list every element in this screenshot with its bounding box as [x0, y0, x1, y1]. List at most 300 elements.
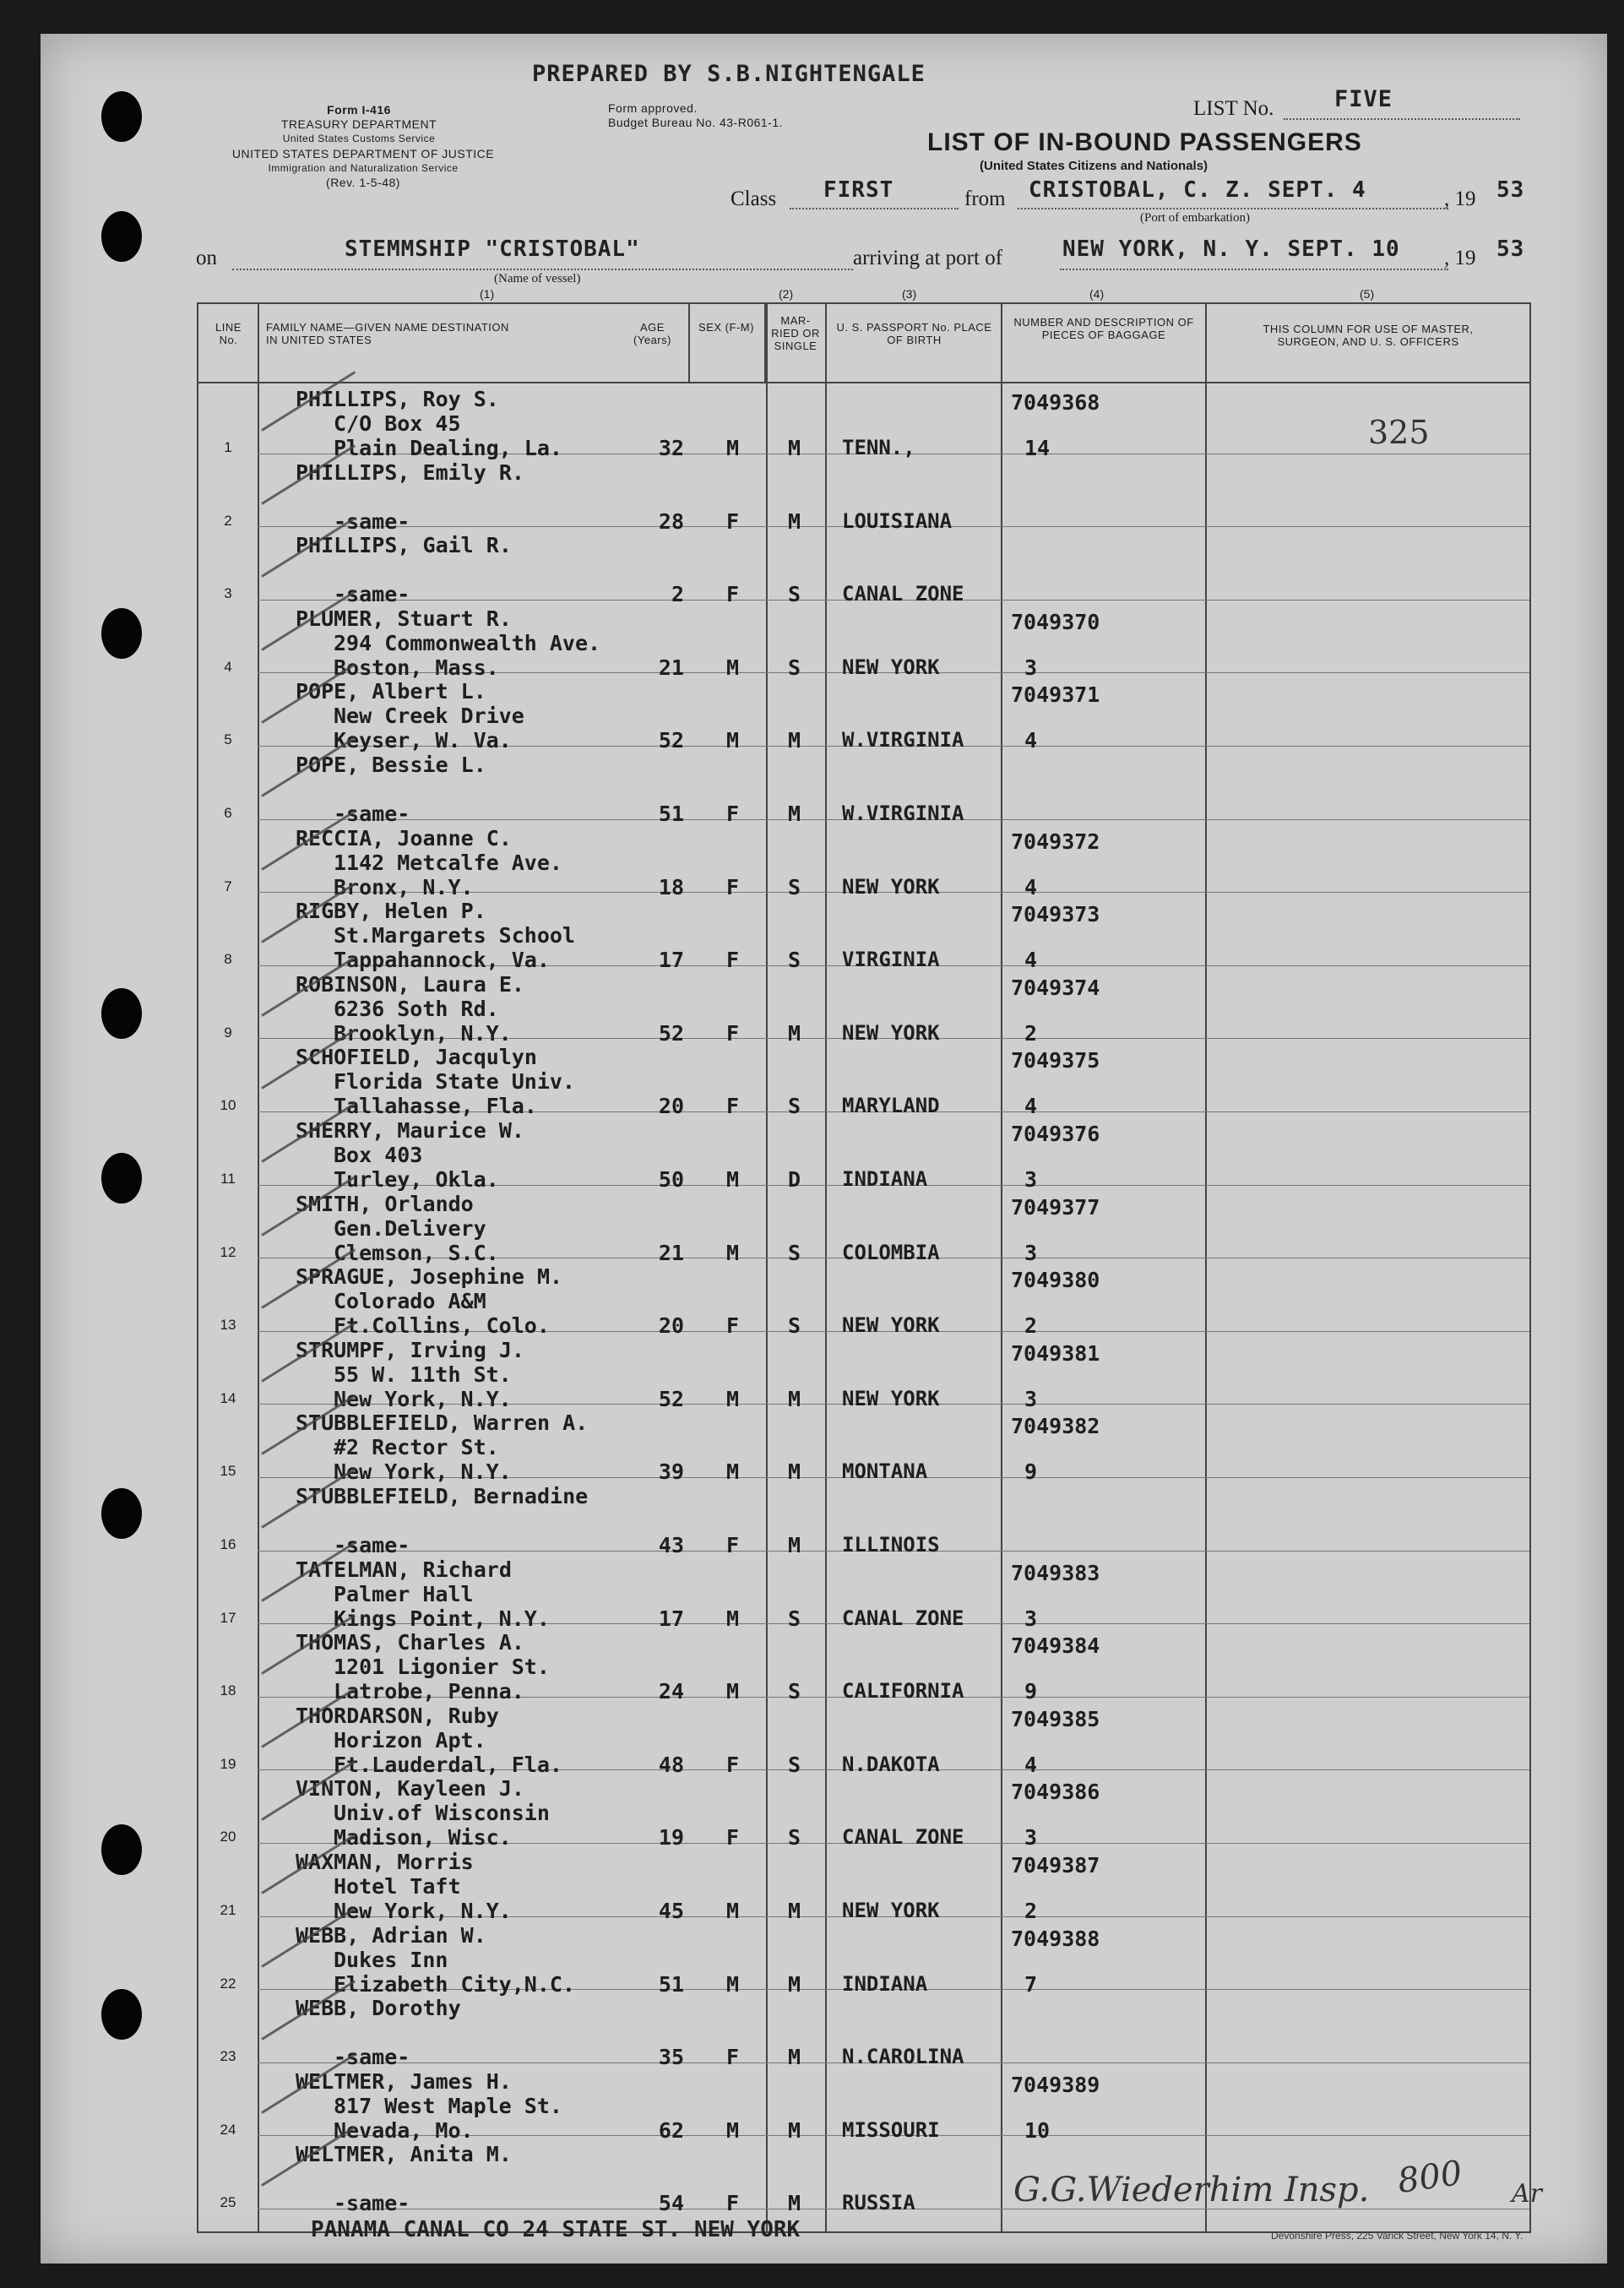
list-no-value: FIVE: [1334, 86, 1393, 112]
address-line-2: -same-: [334, 508, 410, 534]
arrival-year: 53: [1496, 236, 1525, 262]
passenger-table: [197, 302, 1531, 2233]
marital-status: M: [788, 436, 801, 460]
address-line-1: Florida State Univ.: [334, 1069, 575, 1095]
address-line-1: Horizon Apt.: [334, 1727, 486, 1753]
birthplace: N.CAROLINA: [842, 2045, 964, 2069]
address-line-1: 1201 Ligonier St.: [334, 1655, 550, 1680]
justice-department: UNITED STATES DEPARTMENT OF JUSTICE: [231, 147, 495, 160]
address-line-2: Elizabeth City,N.C.: [334, 1971, 575, 1997]
col-divider: [766, 304, 768, 2231]
list-no-label: LIST No.: [1193, 97, 1274, 120]
marital-status: S: [788, 1094, 801, 1119]
prepared-by: PREPARED BY S.B.NIGHTENGALE: [532, 61, 926, 87]
passenger-name: STUBBLEFIELD, Warren A.: [296, 1410, 589, 1436]
punch-hole: [101, 1153, 142, 1204]
form-approved: Form approved.: [608, 101, 698, 115]
header-rule: [198, 382, 1529, 383]
address-line-1: 294 Commonwealth Ave.: [334, 630, 601, 655]
header-officers: THIS COLUMN FOR USE OF MASTER, SURGEON, AND U. S. OFFICERS: [1263, 323, 1474, 348]
baggage-count: 4: [1024, 1094, 1038, 1119]
form-title: LIST OF IN-BOUND PASSENGERS: [927, 128, 1362, 156]
line-number: 10: [220, 1097, 236, 1114]
marital-status: M: [788, 508, 801, 534]
address-line-2: Turley, Okla.: [334, 1167, 499, 1192]
birthplace: VIRGINIA: [842, 948, 940, 972]
age: 21: [658, 1240, 684, 1265]
birthplace: MARYLAND: [842, 1094, 940, 1118]
inspector-signature: G.G.Wiederhim Insp.: [1013, 2171, 1370, 2209]
baggage-count: 4: [1024, 1752, 1038, 1777]
punch-hole: [101, 1488, 142, 1539]
passport-number: 7049386: [1011, 1780, 1100, 1805]
sex: F: [726, 874, 740, 899]
sex: M: [726, 1899, 740, 1923]
birthplace: CANAL ZONE: [842, 1606, 964, 1630]
line-number: 1: [224, 439, 232, 455]
address-line-2: Plain Dealing, La.: [334, 436, 562, 460]
arrival-line: [1060, 269, 1448, 270]
birthplace: ILLINOIS: [842, 1533, 940, 1557]
age: 2: [671, 582, 684, 607]
sex: M: [726, 728, 740, 753]
arriving-label: arriving at port of: [853, 247, 1003, 269]
sex: F: [726, 1533, 740, 1557]
sex: M: [726, 2117, 740, 2143]
age: 43: [658, 1533, 684, 1557]
age: 51: [658, 802, 684, 826]
age: 28: [658, 508, 684, 534]
baggage-count: 4: [1024, 948, 1038, 973]
class-value: FIRST: [823, 177, 894, 203]
age: 52: [658, 1386, 684, 1411]
passenger-name: ROBINSON, Laura E.: [296, 971, 524, 997]
marital-status: S: [788, 1679, 801, 1704]
from-value: CRISTOBAL, C. Z. SEPT. 4: [1029, 177, 1366, 203]
sex: M: [726, 1167, 740, 1192]
address-line-2: Bronx, N.Y.: [334, 874, 474, 899]
baggage-count: 3: [1024, 1167, 1038, 1192]
line-number: 24: [220, 2121, 236, 2138]
age: 20: [658, 1094, 684, 1119]
sex: F: [726, 1020, 740, 1046]
passenger-name: STRUMPF, Irving J.: [296, 1337, 524, 1362]
passport-number: 7049383: [1011, 1560, 1100, 1585]
address-line-1: Colorado A&M: [334, 1289, 486, 1314]
sex: M: [726, 436, 740, 460]
class-line: [790, 208, 959, 209]
justice-block: [152, 147, 574, 190]
birthplace: INDIANA: [842, 1971, 928, 1996]
line-number: 23: [220, 2048, 236, 2065]
officer-mark: 325: [1368, 414, 1430, 451]
from-line: [1018, 208, 1448, 209]
printer-imprint: Devonshire Press, 225 Varick Street, New York 14, N. Y.: [1271, 2230, 1524, 2242]
marital-status: S: [788, 1752, 801, 1777]
marital-status: M: [788, 2191, 801, 2216]
sex: F: [726, 1313, 740, 1339]
passport-number: 7049377: [1011, 1194, 1100, 1220]
sex: M: [726, 655, 740, 680]
marital-status: M: [788, 2117, 801, 2143]
passenger-name: RIGBY, Helen P.: [296, 899, 486, 924]
handwritten-number: 800: [1395, 2153, 1465, 2202]
header-name: FAMILY NAME—GIVEN NAME DESTINATION IN UNITED STATES: [266, 321, 509, 346]
age: 32: [658, 436, 684, 460]
sex: M: [726, 1386, 740, 1411]
passenger-name: PLUMER, Stuart R.: [296, 606, 512, 631]
age: 19: [658, 1825, 684, 1851]
age: 39: [658, 1459, 684, 1485]
passenger-name: SHERRY, Maurice W.: [296, 1118, 524, 1143]
passport-number: 7049372: [1011, 829, 1100, 854]
address-line-2: Brooklyn, N.Y.: [334, 1020, 512, 1046]
age: 20: [658, 1313, 684, 1339]
marital-status: S: [788, 1606, 801, 1631]
sex: M: [726, 1459, 740, 1485]
marital-status: S: [788, 948, 801, 973]
passport-number: 7049387: [1011, 1853, 1100, 1878]
from-year-prefix: , 19: [1444, 187, 1476, 210]
age: 17: [658, 1606, 684, 1631]
header-sex: SEX (F-M): [698, 321, 754, 334]
baggage-count: 3: [1024, 1240, 1038, 1265]
col-number-3: (3): [902, 287, 917, 301]
passport-number: 7049371: [1011, 682, 1100, 708]
marital-status: S: [788, 874, 801, 899]
baggage-count: 10: [1024, 2117, 1051, 2143]
age: 51: [658, 1971, 684, 1997]
address-line-1: C/O Box 45: [334, 411, 461, 436]
sex: F: [726, 1825, 740, 1851]
address-line-1: St.Margarets School: [334, 923, 575, 948]
birthplace: MONTANA: [842, 1459, 928, 1484]
birthplace: CANAL ZONE: [842, 1825, 964, 1850]
form-number: Form I-416: [327, 103, 391, 117]
address-line-2: -same-: [334, 2191, 410, 2216]
passport-number: 7049388: [1011, 1926, 1100, 1951]
age: 52: [658, 1020, 684, 1046]
address-line-2: Nevada, Mo.: [334, 2117, 474, 2143]
col-number-2: (2): [779, 287, 794, 301]
line-number: 8: [224, 951, 232, 968]
address-line-1: Palmer Hall: [334, 1581, 474, 1606]
passenger-name: POPE, Bessie L.: [296, 753, 486, 777]
address-line-2: Ft.Lauderdal, Fla.: [334, 1752, 562, 1777]
age: 21: [658, 655, 684, 680]
address-line-2: Tappahannock, Va.: [334, 948, 550, 973]
form-subtitle: (United States Citizens and Nationals): [980, 159, 1208, 173]
marital-status: M: [788, 1386, 801, 1411]
address-line-2: Tallahasse, Fla.: [334, 1094, 537, 1119]
sex: F: [726, 508, 740, 534]
address-line-2: Latrobe, Penna.: [334, 1679, 524, 1704]
col-divider: [688, 304, 690, 382]
age: 24: [658, 1679, 684, 1704]
birthplace: NEW YORK: [842, 1386, 940, 1410]
sex: M: [726, 1240, 740, 1265]
baggage-count: 9: [1024, 1679, 1038, 1704]
birthplace: INDIANA: [842, 1167, 928, 1191]
sex: F: [726, 1094, 740, 1119]
sex: F: [726, 582, 740, 607]
baggage-count: 3: [1024, 1386, 1038, 1411]
passenger-name: PHILLIPS, Gail R.: [296, 533, 512, 558]
line-number: 13: [220, 1317, 236, 1334]
address-line-2: -same-: [334, 2045, 410, 2070]
passport-number: 7049389: [1011, 2072, 1100, 2097]
marital-status: M: [788, 1533, 801, 1557]
budget-bureau: Budget Bureau No. 43-R061-1.: [608, 116, 784, 129]
sex: F: [726, 2191, 740, 2216]
header-passport: U. S. PASSPORT No. PLACE OF BIRTH: [836, 321, 992, 346]
address-line-1: 55 W. 11th St.: [334, 1361, 512, 1387]
marital-status: S: [788, 1825, 801, 1851]
age: 17: [658, 948, 684, 973]
sex: M: [726, 1679, 740, 1704]
passenger-name: WELTMER, James H.: [296, 2068, 512, 2094]
marital-status: S: [788, 1240, 801, 1265]
passenger-name: VINTON, Kayleen J.: [296, 1776, 524, 1802]
age: 54: [658, 2191, 684, 2216]
baggage-count: 2: [1024, 1899, 1038, 1923]
birthplace: W.VIRGINIA: [842, 802, 964, 825]
treasury-department: TREASURY DEPARTMENT: [280, 117, 437, 131]
sex: F: [726, 2045, 740, 2070]
birthplace: NEW YORK: [842, 1899, 940, 1922]
baggage-count: 4: [1024, 874, 1038, 899]
baggage-count: 3: [1024, 1606, 1038, 1631]
immigration-service: Immigration and Naturalization Service: [268, 162, 459, 174]
marital-status: M: [788, 1020, 801, 1046]
footer-typed: PANAMA CANAL CO 24 STATE ST. NEW YORK: [311, 2217, 801, 2242]
passenger-name: WEBB, Dorothy: [296, 1996, 461, 2021]
age: 48: [658, 1752, 684, 1777]
age: 62: [658, 2117, 684, 2143]
line-number: 22: [220, 1975, 236, 1992]
line-number: 21: [220, 1902, 236, 1918]
age: 35: [658, 2045, 684, 2070]
col-divider: [825, 304, 827, 2231]
marital-status: S: [788, 655, 801, 680]
col-number-4: (4): [1089, 287, 1105, 301]
line-number: 14: [220, 1389, 236, 1406]
baggage-count: 4: [1024, 728, 1038, 753]
punch-hole: [101, 211, 142, 262]
header-age: AGE (Years): [633, 321, 671, 346]
marital-status: M: [788, 802, 801, 826]
baggage-count: 2: [1024, 1020, 1038, 1046]
address-line-2: Clemson, S.C.: [334, 1240, 499, 1265]
col-divider: [258, 304, 259, 2231]
passport-number: 7049373: [1011, 902, 1100, 927]
marital-status: M: [788, 1971, 801, 1997]
address-line-1: Dukes Inn: [334, 1947, 448, 1972]
birthplace: NEW YORK: [842, 1020, 940, 1045]
passenger-name: SMITH, Orlando: [296, 1191, 474, 1216]
line-number: 7: [224, 878, 232, 894]
birthplace: TENN.,: [842, 436, 915, 459]
passport-number: 7049370: [1011, 609, 1100, 634]
birthplace: NEW YORK: [842, 655, 940, 679]
col-divider: [1001, 304, 1002, 2231]
passenger-name: RECCIA, Joanne C.: [296, 825, 512, 851]
punch-hole: [101, 988, 142, 1039]
passport-number: 7049382: [1011, 1414, 1100, 1439]
sex: M: [726, 1971, 740, 1997]
from-label: from: [964, 187, 1006, 210]
birthplace: COLOMBIA: [842, 1240, 940, 1264]
vessel-line: [232, 269, 853, 270]
baggage-count: 9: [1024, 1459, 1038, 1485]
class-label: Class: [731, 187, 777, 210]
sex: F: [726, 802, 740, 826]
marital-status: M: [788, 1459, 801, 1485]
passenger-name: THORDARSON, Ruby: [296, 1703, 499, 1728]
address-line-2: Boston, Mass.: [334, 655, 499, 680]
birthplace: NEW YORK: [842, 1313, 940, 1338]
punch-hole: [101, 1989, 142, 2040]
vessel-name: STEMMSHIP "CRISTOBAL": [345, 236, 640, 262]
birthplace: RUSSIA: [842, 2191, 915, 2215]
punch-hole: [101, 1824, 142, 1875]
baggage-count: 7: [1024, 1971, 1038, 1997]
address-line-2: -same-: [334, 582, 410, 607]
address-line-1: Univ.of Wisconsin: [334, 1801, 550, 1826]
line-number: 6: [224, 805, 232, 821]
address-line-1: #2 Rector St.: [334, 1435, 499, 1460]
baggage-count: 3: [1024, 1825, 1038, 1851]
sex: F: [726, 948, 740, 973]
header-married: MAR-RIED OR SINGLE: [771, 314, 820, 352]
address-line-1: Gen.Delivery: [334, 1215, 486, 1241]
baggage-count: 14: [1024, 436, 1051, 460]
line-number: 15: [220, 1463, 236, 1480]
line-number: 25: [220, 2194, 236, 2211]
header-baggage: NUMBER AND DESCRIPTION OF PIECES OF BAGGAGE: [1013, 316, 1194, 341]
punch-hole: [101, 608, 142, 659]
marital-status: M: [788, 1899, 801, 1923]
marital-status: M: [788, 728, 801, 753]
birthplace: W.VIRGINIA: [842, 728, 964, 753]
address-line-2: Ft.Collins, Colo.: [334, 1313, 550, 1339]
address-line-2: New York, N.Y.: [334, 1459, 512, 1485]
address-line-1: 6236 Soth Rd.: [334, 996, 499, 1021]
sex: F: [726, 1752, 740, 1777]
form-id: [211, 103, 507, 146]
address-line-2: Keyser, W. Va.: [334, 728, 512, 753]
passenger-name: WELTMER, Anita M.: [296, 2142, 512, 2167]
marital-status: M: [788, 2045, 801, 2070]
address-line-2: -same-: [334, 802, 410, 826]
passenger-name: WEBB, Adrian W.: [296, 1922, 486, 1948]
birthplace: NEW YORK: [842, 874, 940, 899]
passport-number: 7049385: [1011, 1706, 1100, 1731]
birthplace: LOUISIANA: [842, 508, 953, 533]
from-year: 53: [1496, 177, 1525, 203]
age: 18: [658, 874, 684, 899]
address-line-1: 817 West Maple St.: [334, 2093, 562, 2118]
customs-service: United States Customs Service: [282, 133, 436, 144]
arrival-year-prefix: , 19: [1444, 247, 1476, 269]
address-line-2: Madison, Wisc.: [334, 1825, 512, 1851]
line-number: 5: [224, 731, 232, 748]
address-line-2: Kings Point, N.Y.: [334, 1606, 550, 1631]
passenger-name: TATELMAN, Richard: [296, 1557, 512, 1582]
sex: M: [726, 1606, 740, 1631]
passport-number: 7049374: [1011, 975, 1100, 1000]
address-line-1: New Creek Drive: [334, 704, 524, 729]
birthplace: MISSOURI: [842, 2117, 940, 2142]
punch-hole: [101, 91, 142, 142]
address-line-1: Hotel Taft: [334, 1874, 461, 1899]
address-line-2: New York, N.Y.: [334, 1386, 512, 1411]
line-number: 9: [224, 1024, 232, 1041]
baggage-count: 2: [1024, 1313, 1038, 1339]
header-line-no: LINE No.: [215, 321, 242, 346]
approval-block: [608, 101, 783, 130]
list-no-line: [1284, 118, 1520, 120]
passport-number: 7049380: [1011, 1268, 1100, 1293]
line-number: 4: [224, 658, 232, 675]
line-number: 16: [220, 1536, 236, 1552]
marital-status: S: [788, 582, 801, 607]
line-number: 18: [220, 1682, 236, 1699]
on-label: on: [196, 247, 217, 269]
port-embarkation-caption: (Port of embarkation): [1140, 211, 1250, 225]
age: 45: [658, 1899, 684, 1923]
passenger-name: STUBBLEFIELD, Bernadine: [296, 1484, 589, 1508]
address-line-1: 1142 Metcalfe Ave.: [334, 850, 562, 875]
line-number: 19: [220, 1755, 236, 1772]
address-line-2: New York, N.Y.: [334, 1899, 512, 1923]
passport-number: 7049368: [1011, 390, 1100, 415]
marital-status: S: [788, 1313, 801, 1339]
passenger-name: SCHOFIELD, Jacqulyn: [296, 1045, 537, 1070]
passport-number: 7049375: [1011, 1048, 1100, 1073]
birthplace: CANAL ZONE: [842, 582, 964, 606]
age: 50: [658, 1167, 684, 1192]
birthplace: CALIFORNIA: [842, 1679, 964, 1704]
col-divider: [1205, 304, 1207, 2231]
passenger-name: PHILLIPS, Emily R.: [296, 459, 524, 485]
address-line-1: Box 403: [334, 1143, 423, 1167]
col-number-5: (5): [1360, 287, 1375, 301]
line-number: 2: [224, 512, 232, 529]
vessel-caption: (Name of vessel): [494, 272, 581, 285]
marital-status: D: [788, 1167, 801, 1192]
passport-number: 7049384: [1011, 1633, 1100, 1659]
passport-number: 7049376: [1011, 1122, 1100, 1146]
passenger-name: POPE, Albert L.: [296, 679, 486, 704]
birthplace: N.DAKOTA: [842, 1752, 940, 1776]
passenger-name: SPRAGUE, Josephine M.: [296, 1264, 563, 1290]
line-number: 20: [220, 1829, 236, 1845]
passport-number: 7049381: [1011, 1340, 1100, 1366]
inspector-initials: Ar: [1512, 2179, 1543, 2209]
baggage-count: 3: [1024, 655, 1038, 680]
line-number: 3: [224, 585, 232, 602]
line-number: 11: [220, 1171, 236, 1187]
passenger-name: WAXMAN, Morris: [296, 1850, 474, 1874]
age: 52: [658, 728, 684, 753]
line-number: 17: [220, 1609, 236, 1626]
passenger-name: THOMAS, Charles A.: [296, 1630, 524, 1655]
address-line-2: -same-: [334, 1533, 410, 1557]
line-number: 12: [220, 1243, 236, 1260]
arrival-port: NEW YORK, N. Y. SEPT. 10: [1062, 236, 1400, 262]
col-number-1: (1): [480, 287, 495, 301]
